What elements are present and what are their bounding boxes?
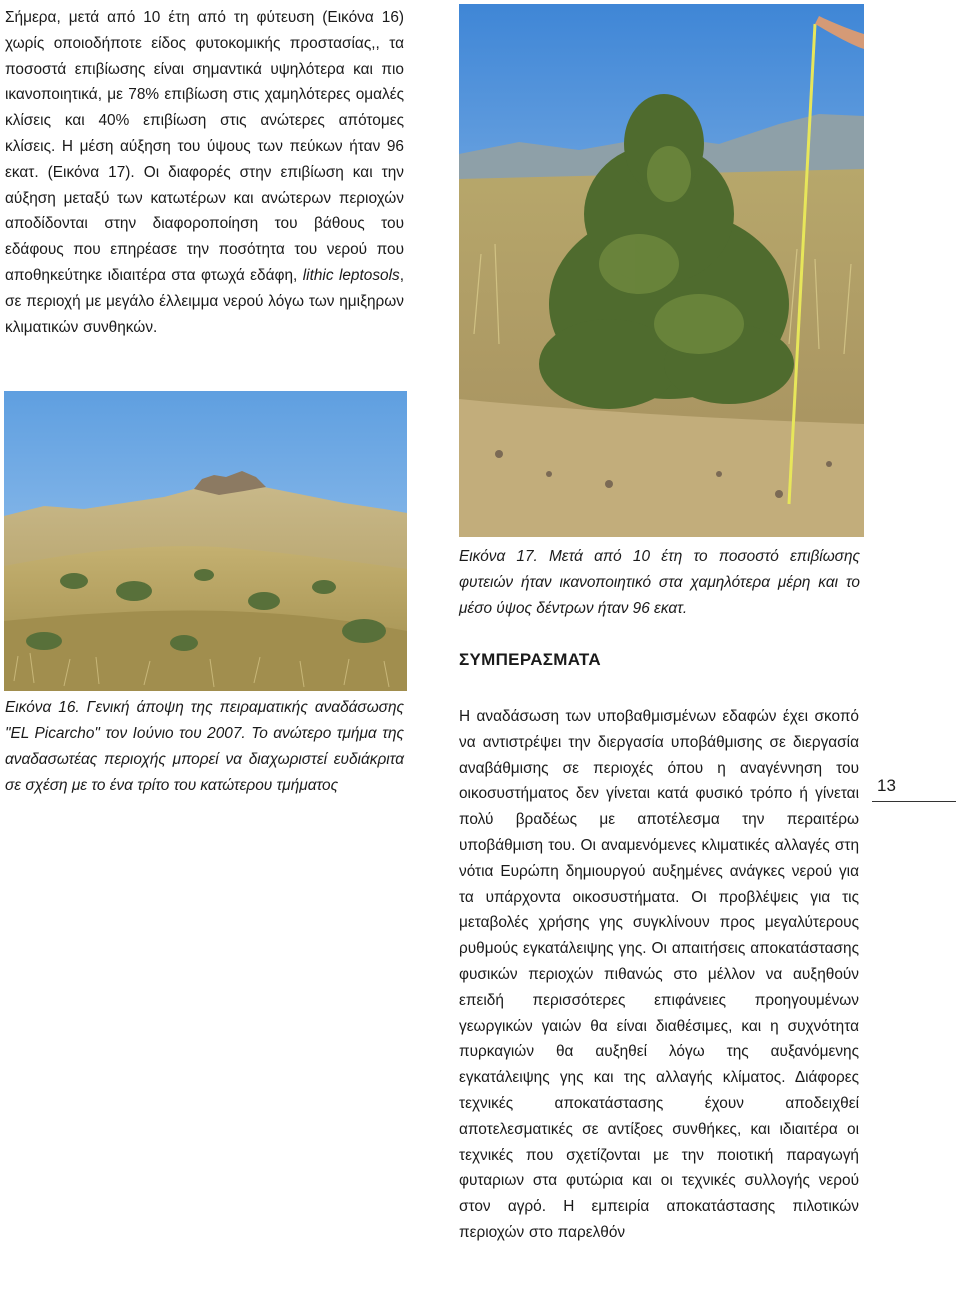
intro-text: Σήμερα, μετά από 10 έτη από τη φύτευση (Εικόνα 16) χωρίς οποιοδήποτε είδος φυτοκομικής προστασίας,, τα ποσοστά επιβίωσης είναι σημαντικά υψηλότερα και πιο ικανοποιητικά, με 78% επιβίωση στις χαμηλότερες ομαλές κλίσεις και 40% επιβίωση στις ανώτερες απότομες κλίσεις. Η μέση αύξηση του ύψους των πεύκων ήταν 96 εκατ. (Εικόνα 17). Οι διαφορές στην επιβίωση και την αύξηση μεταξύ των κατωτέρων και ανώτερων περιοχών αποδίδονται στην διαφοροποίηση του βάθους του εδάφους που επηρέασε την ποσότητα του νερού που αποθηκεύτηκε ιδιαιτέρα στα φτωχά εδάφη,	[5, 9, 404, 284]
conclusions-paragraph: Η αναδάσωση των υποβαθμισμένων εδαφών έχει σκοπό να αντιστρέψει την διεργασία υποβάθμισης σε διεργασία αναβάθμισης σε περιοχές όπου η αναγέννηση του οικοσυστήματος δεν γίνεται κατά φυσικό τρόπο ή γίνεται πολύ βραδέως με αποτέλεσμα την περαιτέρω υποβάθμιση του. Οι αναμενόμενες κλιματικές αλλαγές στη νότια Ευρώπη δημιουργού αυξημένες ανάγκες νερού για τα υπάρχοντα οικοσυστήματα. Οι προβλέψεις για τις μεταβολές χρήσης γης συγκλίνουν προς μεγαλύτερους ρυθμούς εγκατάλειψης γης. Οι απαιτήσεις αποκατάστασης φυσικών περιοχών πιθανώς στο μέλλον να αυξηθούν επειδή περισσότερες επιφάνειες προηγουμένων γεωργικών γαιών θα είναι διαθέσιμες, και η συχνότητα πυρκαγιών θα αυξηθεί λόγω της αυξανόμενης εγκατάλειψης γης και της αλλαγής κλίματος. Διάφορες τεχνικές αποκατάστασης έχουν αποδειχθεί αποτελεσματικές σε αντίξοες συνθήκες, και ιδιαιτέρα οι τεχνικές που σχετίζονται με την ποιοτική παραγωγή φυταριων στα φυτώρια και οι τεχνικές συλλογής νερού στον αγρό. Η εμπειρία αποκατάστασης πιλοτικών περιοχών στο παρελθόν	[459, 708, 859, 1241]
intro-paragraph	[5, 5, 404, 340]
figure-17-caption: Εικόνα 17. Μετά από 10 έτη το ποσοστό επιβίωσης φυτειών ήταν ικανοποιητικό στα χαμηλότερα μέρη και το μέσο ύψος δέντρων ήταν 96 εκατ.	[459, 548, 860, 617]
figure-16-photo	[4, 391, 407, 691]
figure-16-caption: Εικόνα 16. Γενική άποψη της πειραματικής αναδάσωσης "EL Picarcho" τον Ιούνιο του 2007. Το ανώτερο τμήμα της αναδασωτέας περιοχής μπορεί να διαχωριστεί ευδιάκριτα σε σχέση με το ένα τρίτο του κατώτερου τμήματος	[5, 699, 404, 794]
intro-text-end: , σε περιοχή με μεγάλο έλλειμμα νερού λόγω των ημιξηρων κλιματικών συνθηκών.	[5, 266, 404, 336]
page-number-rule	[872, 801, 956, 802]
intro-italic-term: lithic leptosols	[302, 266, 400, 284]
page-number: 13	[877, 776, 896, 795]
figure-17-photo	[459, 4, 864, 537]
conclusions-heading: ΣΥΜΠΕΡΑΣΜΑΤΑ	[459, 650, 601, 669]
